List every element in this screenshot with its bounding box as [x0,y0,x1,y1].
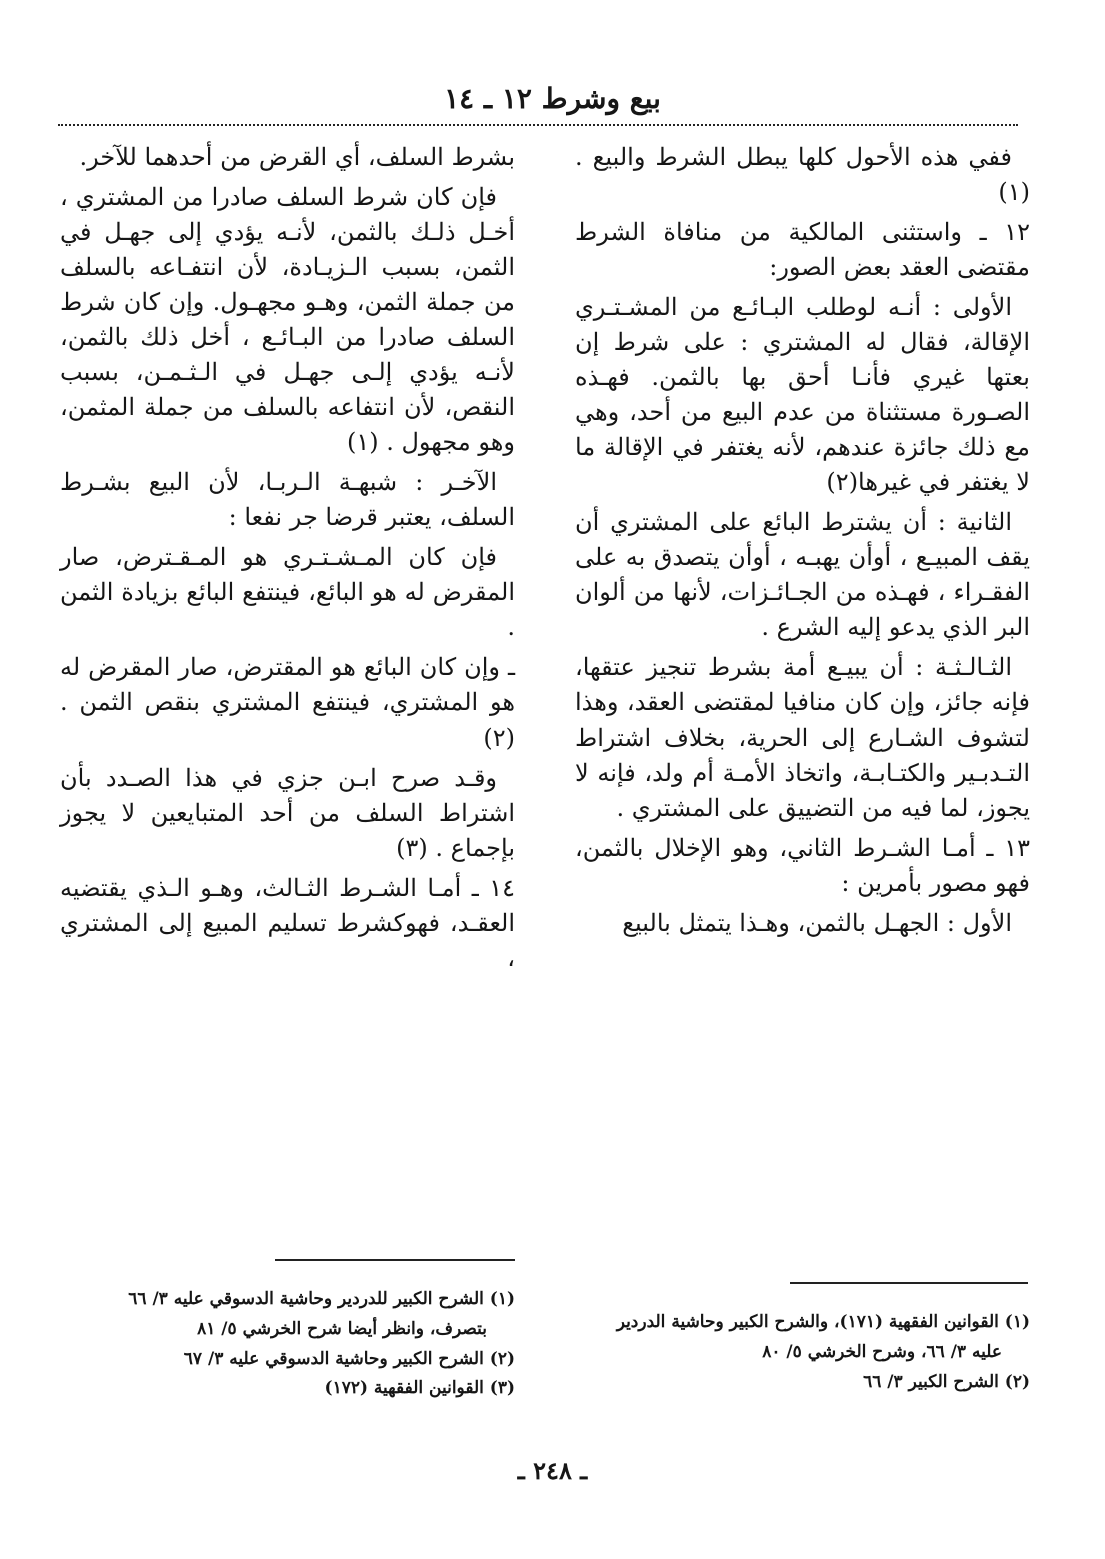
page-number: ـ ٢٤٨ ـ [517,1456,588,1485]
right-footnotes [575,1308,1030,1397]
left-footnotes [60,1285,515,1404]
footnote: (١) الشرح الكبير للدردير وحاشية الدسوقي عليه ٣/ ٦٦ [128,1289,515,1309]
footnote: (٣) القوانين الفقهية (١٧٢) [324,1378,515,1399]
paragraph: الثـالـثـة : أن يبيـع أمة بشرط تنجيز عتقها، فإنه جائز، وإن كان منافيا لمقتضى العقد، وهذا لتشوف الشـارع إلى الحرية، بخلاف اشتراط التـدبـير والكتـابـة، واتخاذ الأمـة أم ولد، فإنه لا يجوز، لما فيه من التضييق على المشتري . [575,653,1030,822]
paragraph: فإن كان شرط السلف صادرا من المشتري ، أخـل ذلـك بالثمن، لأنـه يؤدي إلى جهـل في الثمن، بسبب الـزيـادة، لأن انتفـاعه بالسلف من جملة الثمن، وهـو مجهـول. وإن كان شرط السلف صادرا من البـائـع ، أخل ذلك بالثمن، لأنـه يؤدي إلـى جهـل في الـثـمـن، بسبب النقص، لأن انتفاعه بالسلف من جملة المثمن، وهو مجهول . (١) [60,183,515,457]
paragraph: الثانية : أن يشترط البائع على المشتري أن يقف المبيـع ، أوأن يهبـه ، أوأن يتصدق به على الفقـراء ، فهـذه من الجـائـزات، لأنها من ألوان البر الذي يدعو إليه الشرع . [575,508,1030,642]
paragraph: بشرط السلف، أي القرض من أحدهما للآخر. [79,143,515,171]
running-header: بيع وشرط ١٢ ـ ١٤ [444,82,661,115]
paragraph: ١٣ ـ أمـا الشـرط الثاني، وهو الإخلال بالثمن، فهو مصور بأمرين : [575,833,1031,897]
paragraph: الآخـر : شبهـة الـربـا، لأن البيع بشـرط السلف، يعتبر قرضا جر نفعا : [60,468,515,532]
footnote: عليه ٣/ ٦٦، وشرح الخرشي ٥/ ٨٠ [762,1341,1002,1362]
paragraph: فإن كان المـشـتـري هو المـقـترض، صار المقرض له هو البائع، فينتفع البائع بزيادة الثمن . [60,543,515,642]
paragraph: وقـد صرح ابـن جزي في هذا الصـدد بأن اشتراط السلف من أحد المتبايعين لا يجوز بإجماع . (٣) [60,763,515,862]
paragraph: ١٤ ـ أمـا الشـرط الثـالث، وهـو الـذي يقتضيه العقـد، فهوكشرط تسليم المبيع إلى المشتري ، [60,873,515,972]
footnote: (٢) الشرح الكبير وحاشية الدسوقي عليه ٣/ ٦٧ [183,1348,515,1369]
left-column [60,140,515,981]
footnote: (٢) الشرح الكبير ٣/ ٦٦ [863,1371,1030,1392]
paragraph: ـ وإن كان البائع هو المقترض، صار المقرض له هو المشتري، فينتفع المشتري بنقص الثمن . (٢) [60,653,515,752]
footnote: بتصرف، وانظر أيضا شرح الخرشي ٥/ ٨١ [197,1318,487,1339]
right-column [575,140,1030,946]
paragraph: ففي هذه الأحول كلها يبطل الشرط والبيع . (١) [575,143,1030,207]
paragraph: الأول : الجهـل بالثمن، وهـذا يتمثل بالبيع [622,908,1012,937]
footnote-separator [790,1282,1028,1284]
footnote-separator [275,1259,515,1261]
header-dotted-rule [58,124,1018,126]
paragraph: ١٢ ـ واستثنى المالكية من منافاة الشرط مقتضى العقد بعض الصور: [575,218,1030,282]
paragraph: الأولى : أنـه لوطلب البـائـع من المشـتـري الإقالة، فقال له المشتري : على شرط إن بعتها غيري فأنـا أحق بها بالثمن. فهـذه الصـورة مستثناة من عدم البيع من أحد، وهي مع ذلك جائزة عندهم، لأنه يغتفر في الإقالة ما لا يغتفر في غيرها(٢) [575,293,1030,497]
footnote: (١) القوانين الفقهية (١٧١)، والشرح الكبير وحاشية الدردير [616,1312,1030,1332]
